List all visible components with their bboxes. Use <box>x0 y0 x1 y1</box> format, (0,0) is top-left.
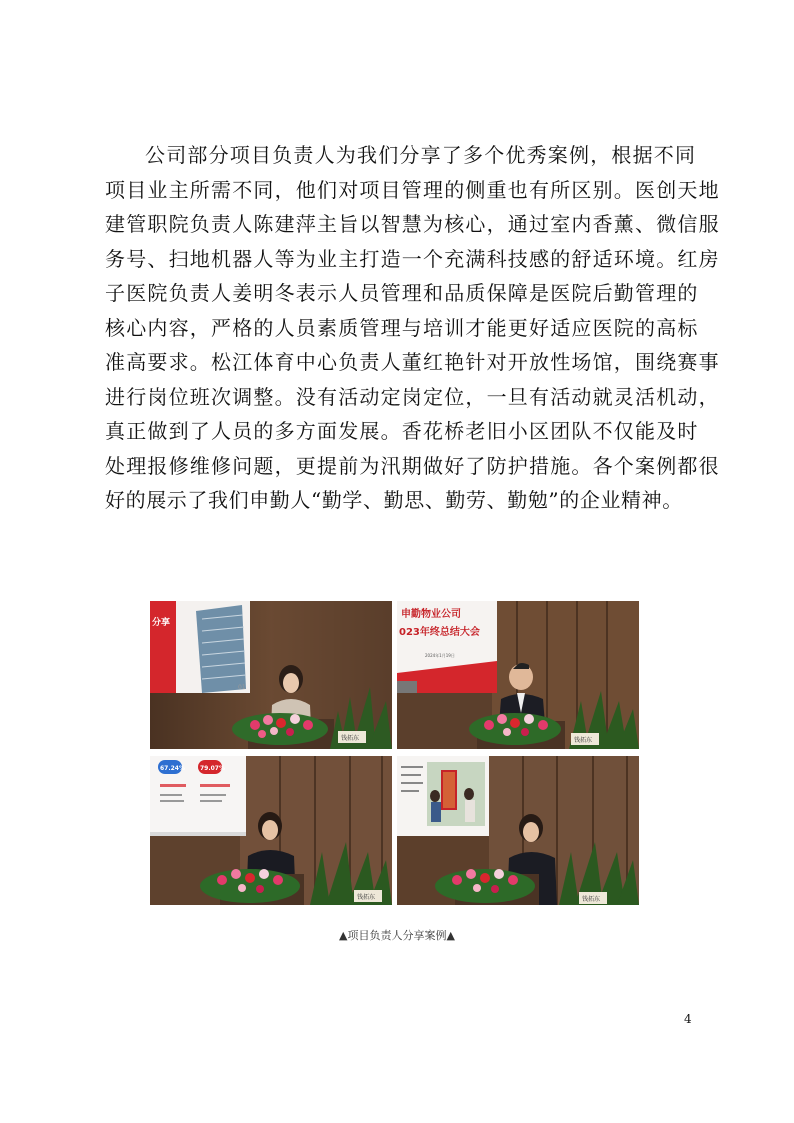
paragraph-line: 核心内容，严格的人员素质管理与培训才能更好适应医院的高标 <box>105 315 699 340</box>
paragraph-line: 项目业主所需不同，他们对项目管理的侧重也有所区别。医创天地 <box>105 177 720 202</box>
slide-number: 01 <box>238 684 246 691</box>
paragraph-line: 好的展示了我们申勤人“勤学、勤思、勤劳、勤勉”的企业精神。 <box>105 488 683 512</box>
slide-date: 2024年1月19日 <box>425 653 455 658</box>
photo-speaker-4 <box>397 756 639 905</box>
paragraph-line: 务号、扫地机器人等为业主打造一个充满科技感的舒适环境。红房 <box>105 246 720 271</box>
photo-speaker-1 <box>150 601 392 749</box>
podium-sign: 钱拓东 <box>582 896 601 903</box>
slide-title-line2: 023年终总结大会 <box>399 627 480 638</box>
podium-sign: 钱拓东 <box>357 894 376 901</box>
paragraph-line: 真正做到了人员的多方面发展。香花桥老旧小区团队不仅能及时 <box>105 419 699 443</box>
podium-sign: 钱拓东 <box>341 735 360 742</box>
paragraph-line: 准高要求。松江体育中心负责人董红艳针对开放性场馆，围绕赛事 <box>105 350 720 374</box>
paragraph-line: 建管职院负责人陈建萍主旨以智慧为核心，通过室内香薰、微信服 <box>105 212 720 236</box>
photo-speaker-3 <box>150 756 392 905</box>
paragraph-line: 处理报修维修问题，更提前为汛期做好了防护措施。各个案例都很 <box>105 453 720 478</box>
stat-badge-1: 67.24% <box>160 765 185 772</box>
slide-title: 分享 <box>152 618 171 628</box>
stat-badge-2: 79.07% <box>200 765 225 772</box>
figure-caption: ▲项目负责人分享案例▲ <box>339 929 455 942</box>
slide-title-line1: 申勤物业公司 <box>401 609 461 620</box>
photo-speaker-2 <box>397 601 639 749</box>
paragraph-line: 公司部分项目负责人为我们分享了多个优秀案例，根据不同 <box>145 143 697 167</box>
paragraph-line: 子医院负责人姜明冬表示人员管理和品质保障是医院后勤管理的 <box>105 281 699 305</box>
body-paragraph <box>105 138 720 518</box>
page-number: 4 <box>684 1012 692 1026</box>
paragraph-line: 进行岗位班次调整。没有活动定岗定位，一旦有活动就灵活机动， <box>105 384 720 409</box>
podium-sign: 钱拓东 <box>574 737 593 744</box>
